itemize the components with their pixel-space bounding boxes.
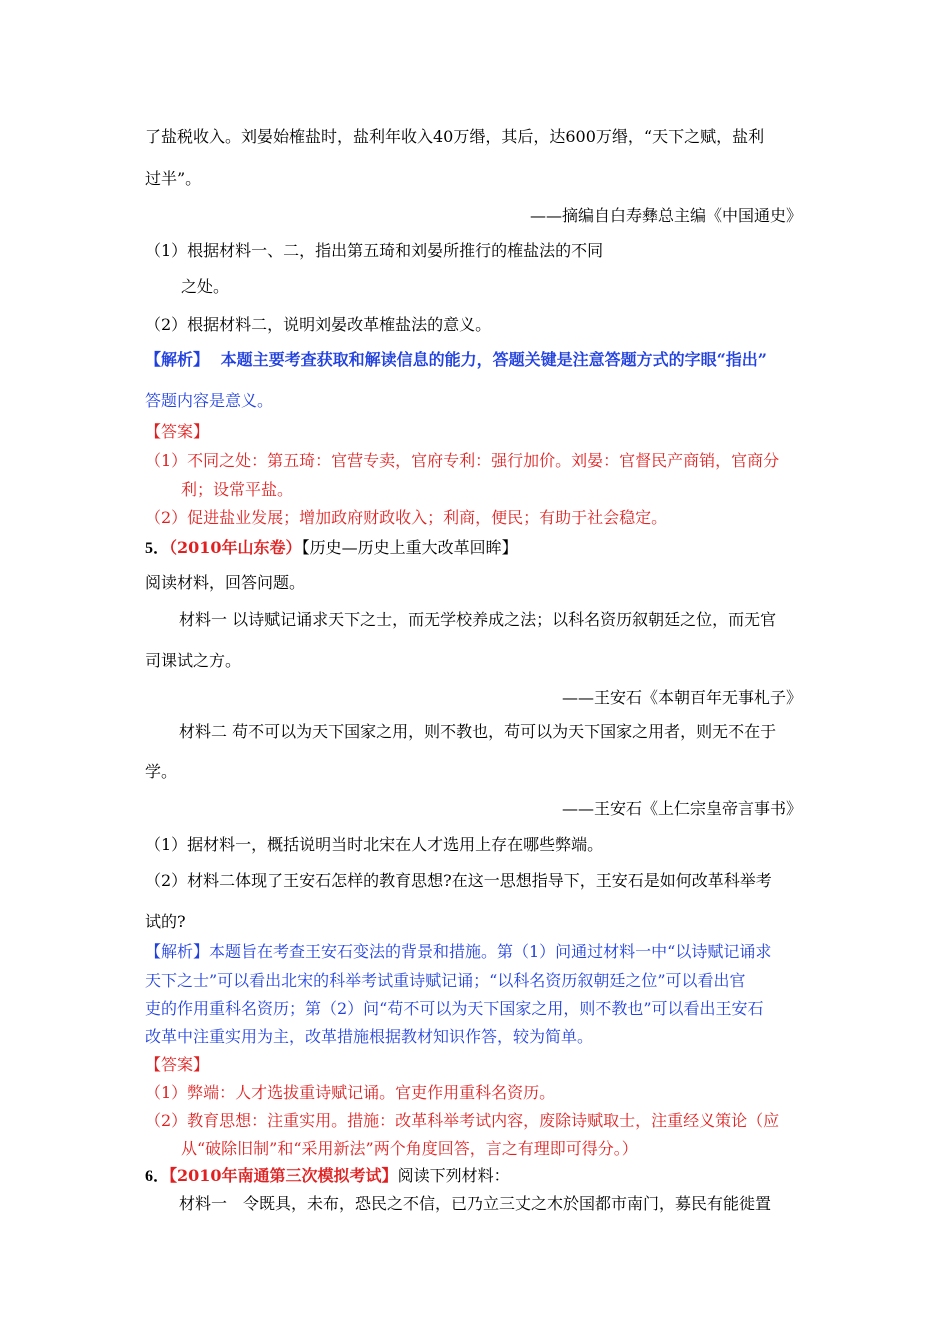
- material-text: 材料一 以诗赋记诵求天下之士，而无学校养成之法；以科名资历叙朝廷之位，而无官: [179, 610, 777, 629]
- source-citation: ——摘编自白寿彝总主编《中国通史》: [529, 206, 802, 225]
- question-text: （2）根据材料二，说明刘晏改革榷盐法的意义。: [145, 315, 492, 334]
- analysis-text: 天下之士”可以看出北宋的科举考试重诗赋记诵；“以科名资历叙朝廷之位”可以看出官: [145, 971, 746, 990]
- text-line: 过半”。: [145, 169, 202, 188]
- question-text: 试的?: [145, 912, 186, 931]
- question-source: 【2010年南通第三次模拟考试】: [169, 1166, 398, 1185]
- text-line: 了盐税收入。刘晏始榷盐时，盐利年收入40万缗，其后，达600万缗，“天下之赋，盐利: [145, 127, 765, 146]
- question-header: [145, 537, 518, 560]
- analysis-label: 【解析】: [145, 350, 210, 369]
- answer-text: 从“破除旧制”和“采用新法”两个角度回答，言之有理即可得分。）: [181, 1139, 638, 1158]
- question-text: （2）材料二体现了王安石怎样的教育思想?在这一思想指导下，王安石是如何改革科举考: [145, 871, 772, 890]
- question-header: [145, 1165, 510, 1188]
- material-text: 材料二 苟不可以为天下国家之用，则不教也，苟可以为天下国家之用者，则无不在于: [179, 722, 777, 741]
- question-text: 之处。: [181, 277, 230, 296]
- question-number: 5．: [145, 540, 170, 557]
- answer-text: 利；设常平盐。: [181, 480, 294, 499]
- answer-text: （2）教育思想：注重实用。措施：改革科举考试内容，废除诗赋取士，注重经义策论（应: [145, 1111, 780, 1130]
- material-text: 学。: [145, 762, 178, 781]
- question-topic: 阅读下列材料：: [397, 1166, 510, 1185]
- analysis-text: 【解析】本题旨在考查王安石变法的背景和措施。第（1）问通过材料一中“以诗赋记诵求: [145, 942, 772, 961]
- answer-label: 【答案】: [145, 1055, 210, 1074]
- question-number: 6．: [145, 1168, 170, 1185]
- question-text: （1）根据材料一、二，指出第五琦和刘晏所推行的榷盐法的不同: [145, 241, 604, 260]
- source-citation: ——王安石《上仁宗皇帝言事书》: [561, 799, 802, 818]
- material-text: 材料一 令既具，未布，恐民之不信，已乃立三丈之木於国都市南门，募民有能徙置: [179, 1194, 772, 1213]
- question-source: （2010年山东卷）: [169, 538, 302, 557]
- answer-text: （2）促进盐业发展；增加政府财政收入；利商，便民；有助于社会稳定。: [145, 508, 668, 527]
- analysis-text: 本题主要考查获取和解读信息的能力，答题关键是注意答题方式的字眼“指出”: [220, 350, 768, 369]
- source-citation: ——王安石《本朝百年无事札子》: [561, 688, 802, 707]
- analysis-line: [145, 349, 767, 371]
- question-topic: 【历史—历史上重大改革回眸】: [301, 538, 518, 557]
- analysis-text: 吏的作用重科名资历；第（2）问“苟不可以为天下国家之用，则不教也”可以看出王安石: [145, 999, 764, 1018]
- question-text: （1）据材料一，概括说明当时北宋在人才选用上存在哪些弊端。: [145, 835, 604, 854]
- analysis-text: 答题内容是意义。: [145, 391, 274, 410]
- answer-text: （1）不同之处：第五琦：官营专卖，官府专利：强行加价。刘晏：官督民产商销，官商分: [145, 451, 780, 470]
- answer-label: 【答案】: [145, 422, 210, 441]
- answer-text: （1）弊端：人才选拔重诗赋记诵。官吏作用重科名资历。: [145, 1083, 556, 1102]
- analysis-text: 改革中注重实用为主，改革措施根据教材知识作答，较为简单。: [145, 1027, 594, 1046]
- material-text: 司课试之方。: [145, 651, 242, 670]
- instruction-text: 阅读材料，回答问题。: [145, 573, 306, 592]
